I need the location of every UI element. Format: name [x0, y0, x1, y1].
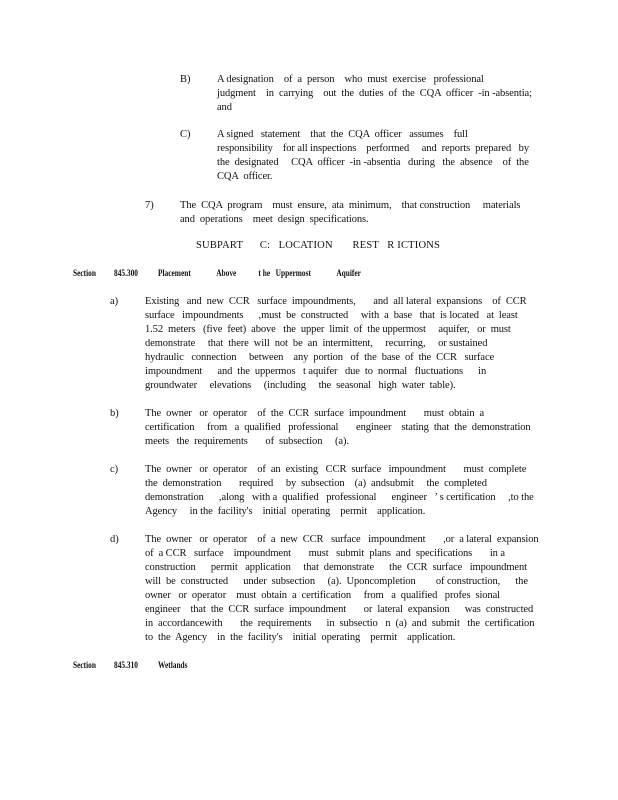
paragraph-label: c) — [110, 464, 119, 475]
text-line: the demonstration required by subsection (a) andsubmit the completed — [145, 478, 487, 489]
text-line: in accordancewith the requirements in subsectio n (a) and submit the certification — [145, 618, 535, 629]
section-title: Placement Above t he Uppermost Aquifer — [158, 268, 361, 278]
text-line: The owner or operator of a new CCR surface impoundment ,or a lateral expansion — [145, 534, 539, 545]
section-title: Wetlands — [158, 660, 188, 670]
item-text — [217, 128, 529, 184]
text-line: the designated CQA officer -in -absentia during the absence of the — [217, 157, 529, 168]
text-line: impoundment and the uppermos t aquifer due to normal fluctuations in — [145, 366, 487, 377]
item-text — [217, 73, 532, 115]
text-line: The CQA program must ensure, ata minimum, that construction materials — [180, 200, 521, 211]
text-line: The owner or operator of the CCR surface impoundment must obtain a — [145, 408, 485, 419]
item-text — [180, 199, 520, 227]
text-line: will be constructed under subsection (a). Uponcompletion of construction, the — [145, 576, 528, 587]
paragraph-label: b) — [110, 408, 119, 419]
text-line: judgment in carrying out the duties of the CQA officer -in -absentia; — [217, 88, 532, 99]
text-line: meets the requirements of subsection (a). — [145, 436, 349, 447]
text-line: CQA officer. — [217, 171, 273, 182]
subpart-heading: SUBPART C: LOCATION REST R ICTIONS — [196, 240, 441, 251]
section-label: Section — [73, 660, 96, 670]
section-label: Section — [73, 268, 96, 278]
text-line: of a CCR surface impoundment must submit plans and specifications in a — [145, 548, 505, 559]
item-label: C) — [180, 129, 191, 140]
text-line: engineer that the CCR surface impoundment or lateral expansion was constructed — [145, 604, 534, 615]
text-line: owner or operator must obtain a certification from a qualified profes sional — [145, 590, 500, 601]
text-line: A designation of a person who must exercise professional — [217, 74, 484, 85]
paragraph-text — [145, 407, 531, 449]
paragraph-text — [145, 533, 539, 645]
section-number: 845.310 — [114, 660, 138, 670]
text-line: groundwater elevations (including the seasonal high water table). — [145, 380, 456, 391]
section-number: 845.300 — [114, 268, 138, 278]
text-line: certification from a qualified professional engineer stating that the demonstration — [145, 422, 531, 433]
text-line: demonstrate that there will not be an intermittent, recurring, or sustained — [145, 338, 488, 349]
text-line: to the Agency in the facility's initial operating permit application. — [145, 632, 456, 643]
paragraph-label: a) — [110, 296, 119, 307]
text-line: and — [217, 102, 232, 113]
text-line: demonstration ,along with a qualified professional engineer ’ s certification ,to the — [145, 492, 534, 503]
text-line: The owner or operator of an existing CCR surface impoundment must complete — [145, 464, 527, 475]
text-line: Agency in the facility's initial operating permit application. — [145, 506, 426, 517]
text-line: surface impoundments ,must be constructed with a base that is located at least — [145, 310, 518, 321]
paragraph-text — [145, 463, 534, 519]
paragraph-text — [145, 295, 527, 393]
text-line: hydraulic connection between any portion of the base of the CCR surface — [145, 352, 495, 363]
paragraph-label: d) — [110, 534, 119, 545]
item-label: B) — [180, 74, 191, 85]
item-label: 7) — [145, 200, 154, 211]
text-line: Existing and new CCR surface impoundments, and all lateral expansions of CCR — [145, 296, 527, 307]
text-line: responsibility for all inspections performed and reports prepared by — [217, 143, 529, 154]
text-line: A signed statement that the CQA officer assumes full — [217, 129, 468, 140]
text-line: 1.52 meters (five feet) above the upper limit of the uppermost aquifer, or must — [145, 324, 511, 335]
text-line: and operations meet design specifications. — [180, 214, 369, 225]
text-line: construction permit application that demonstrate the CCR surface impoundment — [145, 562, 527, 573]
